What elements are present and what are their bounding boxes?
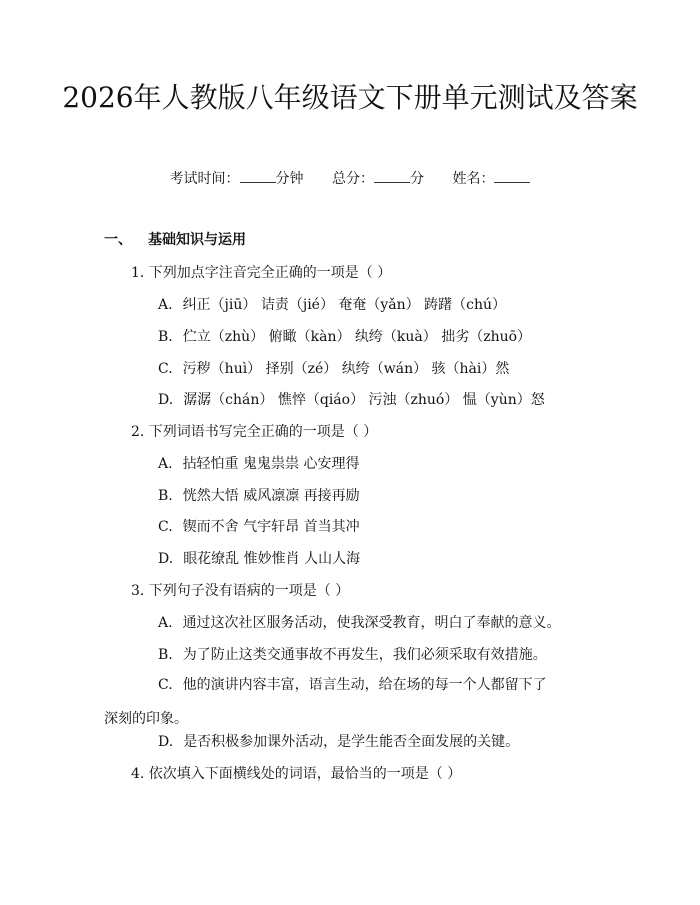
- score-unit: 分: [410, 171, 424, 187]
- question-stem: 4. 依次填入下面横线处的词语，最恰当的一项是（ ）: [131, 766, 462, 782]
- exam-meta: [0, 168, 700, 188]
- exam-time: [170, 171, 304, 187]
- option: [158, 548, 360, 568]
- option-text: 他的演讲内容丰富，语言生动，给在场的每一个人都留下了深刻的印象。: [104, 677, 547, 727]
- question-stem: 2. 下列词语书写完全正确的一项是（ ）: [131, 424, 378, 440]
- exam-name: [452, 171, 530, 187]
- option: [158, 326, 531, 346]
- option: [158, 389, 545, 409]
- option-text: 通过这次社区服务活动，使我深受教育，明白了奉献的意义。: [182, 615, 561, 631]
- section-number: 一、: [104, 232, 132, 248]
- option-text: 是否积极参加课外活动，是学生能否全面发展的关键。: [183, 734, 520, 750]
- option-key: B.: [158, 329, 173, 345]
- option-text: 潺潺（chán） 憔悴（qiáo） 污浊（zhuó） 愠（yùn）怒: [183, 392, 545, 408]
- option-key: A.: [158, 297, 173, 313]
- document-title: 2026年人教版八年级语文下册单元测试及答案: [62, 81, 638, 114]
- option-text: 为了防止这类交通事故不再发生，我们必须采取有效措施。: [182, 647, 547, 663]
- option-key: C.: [158, 361, 173, 377]
- score-blank: [374, 170, 410, 183]
- option: [104, 668, 554, 736]
- option-key: D.: [158, 551, 174, 567]
- exam-score: [332, 171, 424, 187]
- option-text: 锲而不舍 气宇轩昂 首当其冲: [182, 519, 360, 535]
- option: [158, 485, 360, 505]
- name-label: 姓名：: [452, 171, 495, 187]
- time-label: 考试时间：: [169, 171, 240, 187]
- option: [158, 358, 509, 378]
- option-key: C.: [158, 519, 173, 535]
- option-text: 拈轻怕重 鬼鬼祟祟 心安理得: [182, 456, 360, 472]
- option: [158, 294, 506, 314]
- section-title: 基础知识与运用: [148, 232, 246, 248]
- question-stem: 1. 下列加点字注音完全正确的一项是（ ）: [131, 265, 392, 281]
- option-text: 恍然大悟 威风凛凛 再接再励: [182, 488, 360, 504]
- option-key: D.: [158, 734, 174, 750]
- option-key: A.: [158, 615, 173, 631]
- option: [158, 612, 561, 632]
- option-text: 眼花缭乱 惟妙惟肖 人山人海: [183, 551, 361, 567]
- question-stem: 3. 下列句子没有语病的一项是（ ）: [131, 583, 350, 599]
- name-blank: [494, 170, 530, 183]
- option-key: B.: [158, 488, 173, 504]
- option: [158, 453, 359, 473]
- option: [158, 731, 519, 751]
- option-text: 纠正（jiū） 诘责（jié） 奄奄（yǎn） 踌躇（chú）: [182, 297, 506, 313]
- section-heading: [104, 229, 246, 249]
- time-blank: [240, 170, 276, 183]
- option-key: C.: [158, 677, 173, 693]
- option: [158, 516, 360, 536]
- option-text: 伫立（zhù） 俯瞰（kàn） 纨绔（kuà） 拙劣（zhuō）: [182, 329, 532, 345]
- option: [158, 644, 547, 664]
- option-key: B.: [158, 647, 173, 663]
- option-key: D.: [158, 392, 174, 408]
- option-text: 污秽（huì） 择别（zé） 纨绔（wán） 骇（hài）然: [182, 361, 510, 377]
- score-label: 总分：: [332, 171, 374, 187]
- option-key: A.: [158, 456, 173, 472]
- time-unit: 分钟: [275, 171, 304, 187]
